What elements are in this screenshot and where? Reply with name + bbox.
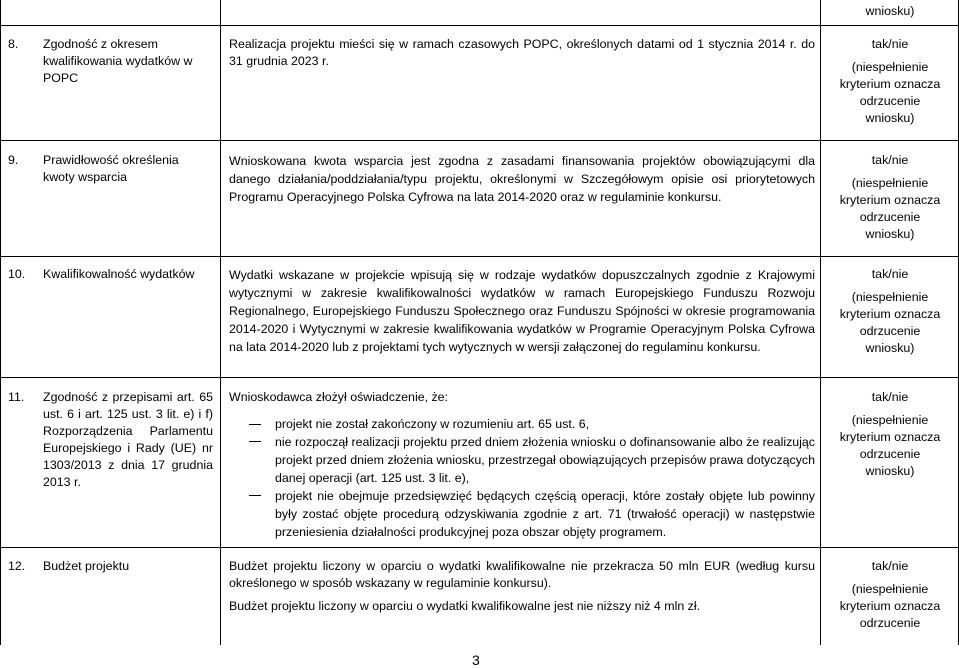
criterion-description xyxy=(229,558,815,615)
criterion-description: Wydatki wskazane w projekcie wpisują się w rodzaje wydatków dopuszczalnych zgodnie z Krajowymi wytycznymi w zakresie kwalifikowalności wydatków w ramach Europejskiego Funduszu Rozwoju Regionalnego, Europejskiego Funduszu Społecznego oraz Funduszu Spójności w okresie programowania 2014-2020 i Wytycznymi w zakresie kwalifikowania wydatków w Programie Operacyjnym Polska Cyfrowa na lata 2014-2020 lub z projektami tych wytycznych w wersji załączonej do regulaminu konkursu. xyxy=(229,268,815,354)
row-number: 9. xyxy=(8,153,19,167)
dash-bullet-icon xyxy=(249,424,261,425)
criterion-name: Kwalifikowalność wydatków xyxy=(43,267,195,281)
row-number: 11. xyxy=(8,390,25,404)
table-border-left xyxy=(0,0,1,645)
dash-bullet-icon xyxy=(249,441,261,442)
eval-fragment: wniosku) xyxy=(865,4,915,18)
dash-bullet-icon xyxy=(249,495,261,496)
column-divider xyxy=(220,0,221,645)
list-item: projekt nie obejmuje przedsięwzięć będących częścią operacji, które zostały objęte lub powinny były zostać objęte procedurą odzyskiwania zgodnie z art. 71 (trwałość operacji) w następstwie przeniesienia działalności produkcyjnej poza obszar objęty programem. xyxy=(229,487,815,541)
row-number: 8. xyxy=(8,37,19,51)
row-divider xyxy=(0,547,959,548)
list-item: projekt nie został zakończony w rozumieniu art. 65 ust. 6, xyxy=(229,416,815,433)
criterion-description xyxy=(229,389,815,541)
row-divider xyxy=(0,256,959,257)
column-divider xyxy=(820,0,821,645)
row-divider xyxy=(0,140,959,141)
evaluation-text: tak/nie (niespełnienie kryterium oznacza odrzucenie wniosku) xyxy=(839,390,941,478)
evaluation-text: tak/nie (niespełnienie kryterium oznacza odrzucenie wniosku) xyxy=(839,267,941,355)
criterion-name: Prawidłowość określenia kwoty wsparcia xyxy=(43,153,179,184)
criterion-name: Zgodność z przepisami art. 65 ust. 6 i art. 125 ust. 3 lit. e) i f) Rozporządzenia Parlamentu Europejskiego i Rady (UE) nr 1303/2013 z dnia 17 grudnia 2013 r. xyxy=(43,390,213,489)
criterion-name: Zgodność z okresem kwalifikowania wydatków w POPC xyxy=(43,37,193,85)
row-divider xyxy=(0,25,959,26)
criterion-name: Budżet projektu xyxy=(43,559,130,573)
criterion-description: Realizacja projektu mieści się w ramach czasowych POPC, określonych datami od 1 stycznia 2014 r. do 31 grudnia 2023 r. xyxy=(229,37,815,68)
row-number: 12. xyxy=(8,559,26,573)
evaluation-text: tak/nie (niespełnienie kryterium oznacza odrzucenie wniosku) xyxy=(839,153,941,241)
list-item: nie rozpoczął realizacji projektu przed dniem złożenia wniosku o dofinansowanie albo że realizując projekt przed dniem złożenia wniosku, przestrzegał obowiązujących przepisów prawa dotyczących danej operacji (art. 125 ust. 3 lit. e), xyxy=(229,433,815,487)
page-number: 3 xyxy=(472,652,480,668)
description-paragraph: Budżet projektu liczony w oparciu o wydatki kwalifikowalne nie przekracza 50 mln EUR (według kursu określonego w sposób wskazany w regulaminie konkursu). xyxy=(229,559,815,590)
row-divider xyxy=(0,377,959,378)
evaluation-text: tak/nie (niespełnienie kryterium oznacza odrzucenie wniosku) xyxy=(839,37,941,125)
description-paragraph: Budżet projektu liczony w oparciu o wydatki kwalifikowalne jest nie niższy niż 4 mln zł. xyxy=(229,599,701,613)
statement-intro: Wnioskodawca złożył oświadczenie, że: xyxy=(229,390,448,404)
criterion-description: Wnioskowana kwota wsparcia jest zgodna z zasadami finansowania projektów obowiązującymi dla danego działania/poddziałania/typu projektu, określonymi w Szczegółowym opisie osi priorytetowych Programu Operacyjnego Polska Cyfrowa na lata 2014-2020 oraz w regulaminie konkursu. xyxy=(229,154,815,204)
row-number: 10. xyxy=(8,267,26,281)
evaluation-text: tak/nie (niespełnienie kryterium oznacza odrzucenie xyxy=(839,559,941,630)
